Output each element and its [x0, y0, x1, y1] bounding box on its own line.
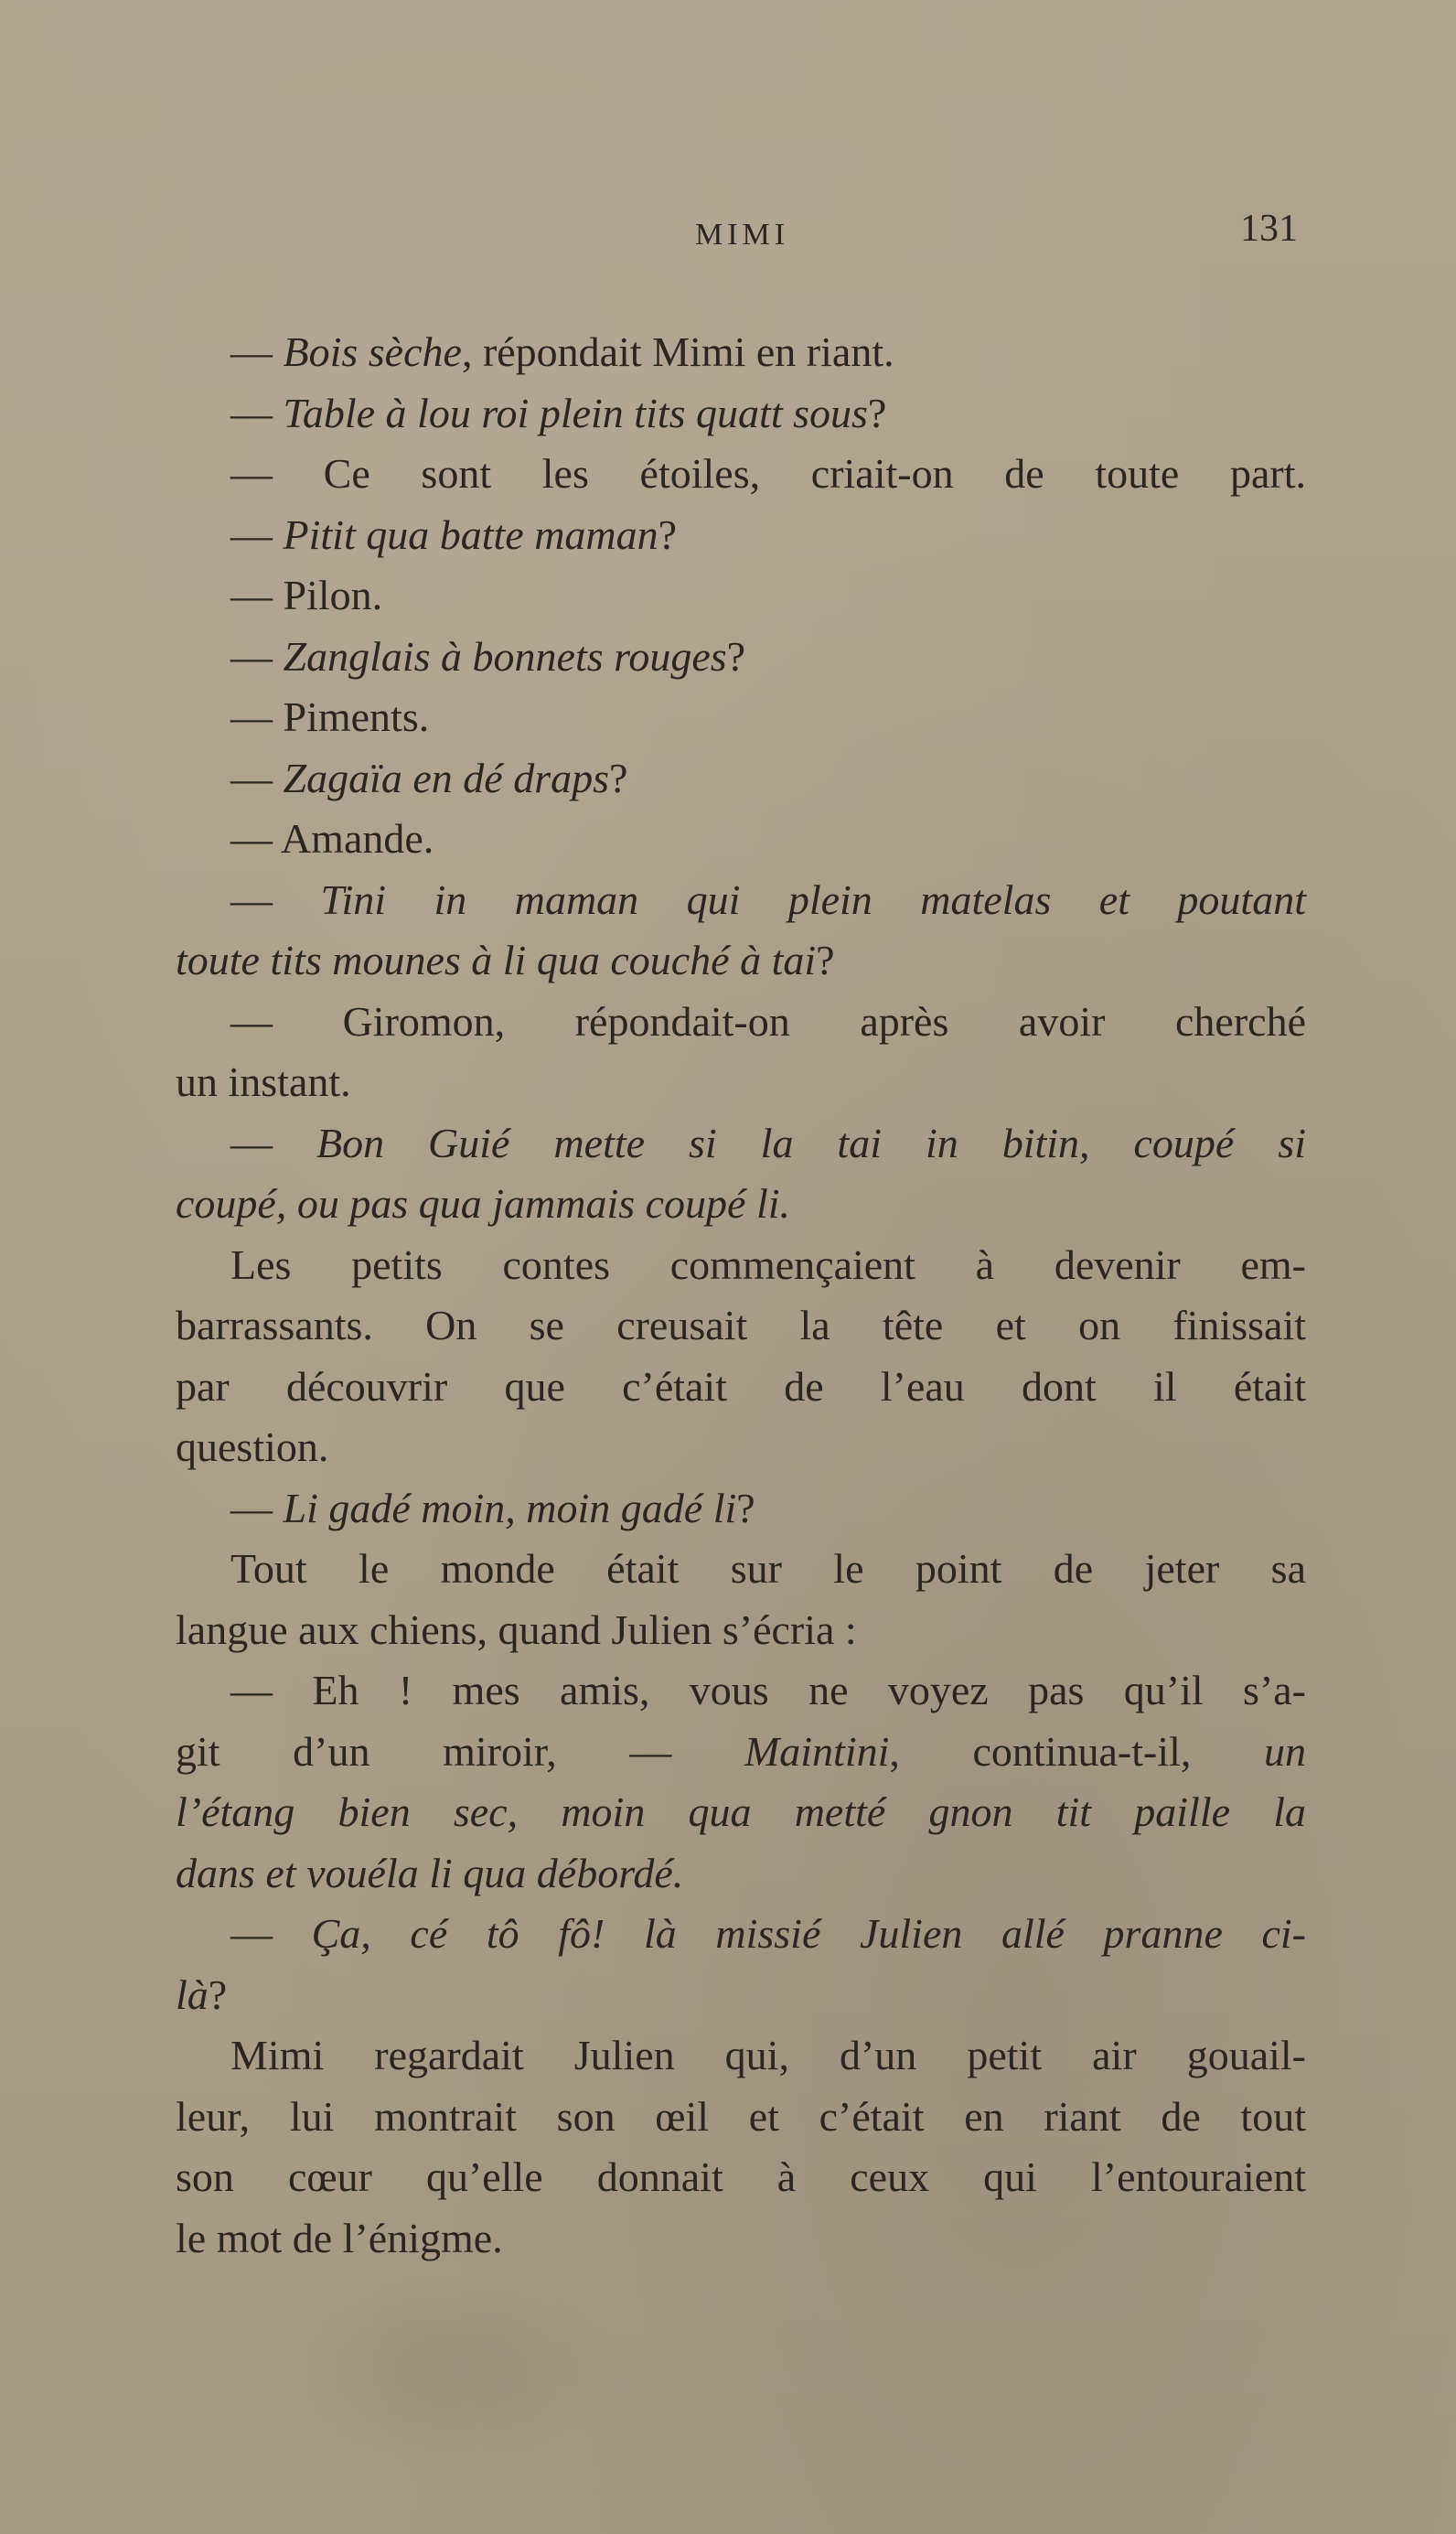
text-line: Tout le monde était sur le point de jeter sa	[230, 1545, 1306, 1592]
text-line: — Pitit qua batte maman?	[230, 510, 678, 558]
text-line: — Table à lou roi plein tits quatt sous?	[230, 389, 887, 436]
body-text	[176, 322, 1306, 2269]
text-line: langue aux chiens, quand Julien s’écria :	[176, 1605, 857, 1653]
text-line: Mimi regardait Julien qui, d’un petit air gouail-	[230, 2032, 1306, 2078]
text-line: — Pilon.	[230, 572, 383, 618]
text-line: — Bois sèche, répondait Mimi en riant.	[230, 328, 894, 375]
text-line: toute tits mounes à li qua couché à tai?	[176, 937, 835, 983]
text-line: question.	[176, 1423, 329, 1470]
text-line: — Amande.	[230, 815, 434, 862]
text-line: Les petits contes commençaient à devenir em-	[230, 1240, 1306, 1288]
page-number: 131	[1240, 208, 1298, 250]
text-line: git d’un miroir, — Maintini, continua-t-il, un	[176, 1727, 1306, 1775]
text-line: leur, lui montrait son œil et c’était en riant de tout	[176, 2092, 1306, 2140]
text-line: — Bon Guié mette si la tai in bitin, coupé si	[230, 1119, 1307, 1166]
text-line: — Zagaïa en dé draps?	[230, 754, 628, 801]
text-line: — Ça, cé tô fô! là missié Julien allé pranne ci-	[230, 1910, 1307, 1957]
text-line: — Ce sont les étoiles, criait-on de toute part.	[230, 450, 1306, 497]
text-line: — Tini in maman qui plein matelas et poutant	[230, 875, 1306, 923]
text-line: — Li gadé moin, moin gadé li?	[230, 1484, 755, 1531]
text-line: le mot de l’énigme.	[176, 2214, 503, 2261]
text-line: là?	[176, 1970, 228, 2018]
text-line: l’étang bien sec, moin qua metté gnon tit paille la	[176, 1788, 1306, 1835]
text-line: — Zanglais à bonnets rouges?	[230, 632, 746, 680]
text-line: barrassants. On se creusait la tête et on finissait	[176, 1302, 1306, 1348]
page-header	[0, 207, 1456, 262]
text-line: — Eh ! mes amis, vous ne voyez pas qu’il s’a-	[230, 1667, 1306, 1713]
text-line: par découvrir que c’était de l’eau dont il était	[176, 1362, 1306, 1410]
paper-stain	[274, 2269, 622, 2470]
text-line: dans et vouéla li qua débordé.	[176, 1849, 684, 1896]
text-line: un instant.	[176, 1058, 351, 1105]
text-line: son cœur qu’elle donnait à ceux qui l’entouraient	[176, 2153, 1306, 2200]
text-line: — Piments.	[230, 693, 430, 740]
text-line: coupé, ou pas qua jammais coupé li.	[176, 1180, 791, 1227]
text-line: — Giromon, répondait-on après avoir cherché	[230, 997, 1306, 1045]
running-head: MIMI	[695, 218, 790, 252]
